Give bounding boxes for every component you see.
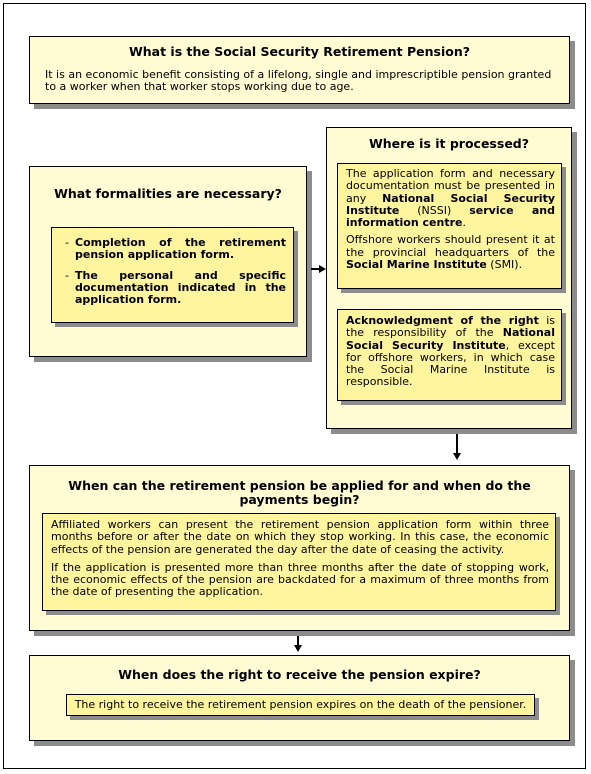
arrowhead-right (319, 265, 326, 273)
pension-definition-box (29, 36, 570, 104)
arrowhead-down (294, 645, 302, 652)
pension-definition-title: What is the Social Security Retirement Pension? (128, 44, 471, 59)
application-timing-text-2: If the application is presented more than three months after the date of stopping work, the economic effects of the pension are backdated for a maximum of three months from the date of presenting the application. (51, 560, 549, 599)
application-timing-text-box (42, 513, 556, 611)
expiry-title: When does the right to receive the pension expire? (118, 667, 481, 682)
formality-item: - The personal and specific documentation indicated in the application form. (61, 270, 286, 307)
arrow-processed-to-apply (456, 434, 458, 454)
arrowhead-down (453, 453, 461, 460)
processed-title: Where is it processed? (369, 136, 529, 151)
formalities-box (29, 166, 307, 357)
formalities-list (61, 237, 286, 306)
expiry-text: The right to receive the retirement pension expires on the death of the pensioner. (74, 698, 527, 711)
processed-box (326, 127, 572, 429)
acknowledgment-text: Acknowledgment of the right is the responsibility of the National Social Security Institute, except for offshore workers, in which case the Social Marine Institute is responsible. (346, 314, 555, 389)
processed-location-text: The application form and necessary documentation must be presented in any National Social Security Institute (NSSI) service and information centre. (346, 167, 555, 230)
formalities-list-box (51, 227, 294, 323)
acknowledgment-box (337, 309, 562, 401)
formality-item: - Completion of the retirement pension application form. (61, 237, 286, 262)
expiry-text-box (66, 694, 535, 716)
application-timing-title: When can the retirement pension be applied for and when do the payments begin? (68, 478, 531, 507)
processed-location-box (337, 163, 562, 289)
application-timing-box (29, 465, 570, 631)
formalities-title: What formalities are necessary? (54, 186, 282, 201)
expiry-box (29, 655, 570, 741)
application-timing-text-1: Affiliated workers can present the retirement pension application form within three months before or after the date on which they stop working. In this case, the economic effects of the pension are generated the day after the date of ceasing the activity. (51, 518, 549, 556)
pension-definition-text: It is an economic benefit consisting of a lifelong, single and imprescriptible pension granted to a worker when that worker stops working due to age. (45, 68, 552, 94)
processed-offshore-text: Offshore workers should present it at the provincial headquarters of the Social Marine Institute (SMI). (346, 233, 555, 272)
